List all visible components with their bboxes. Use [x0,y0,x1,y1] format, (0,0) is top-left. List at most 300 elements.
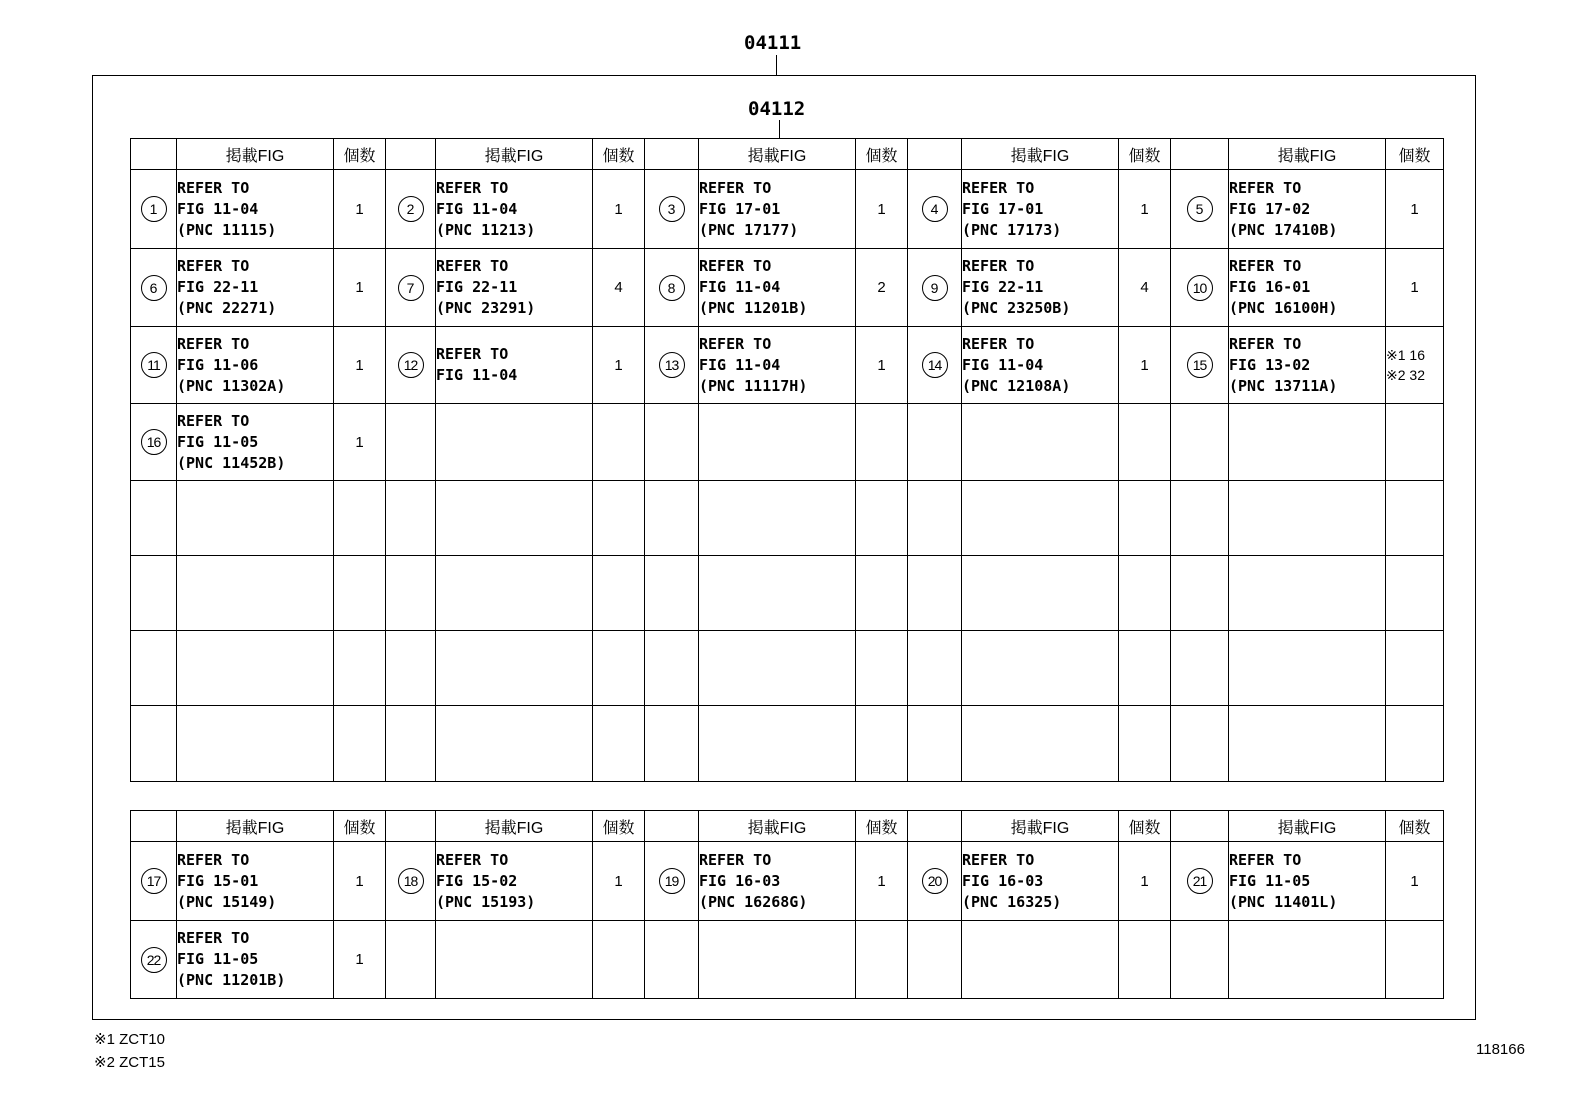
reference-cell [962,327,1119,404]
quantity-cell [334,249,386,327]
quantity-cell [856,706,908,782]
assembly-label-04112: 04112 [748,98,806,120]
quantity-cell [1119,481,1171,556]
reference-cell [699,170,856,249]
reference-cell [962,631,1119,706]
header-qty: 個数 [1386,139,1444,170]
reference-line: REFER TO [177,929,250,947]
item-number-cell [386,842,436,921]
item-number-cell [131,481,177,556]
reference-line: FIG 11-05 [177,432,259,451]
header-qty: 個数 [856,139,908,170]
header-fig: 掲載FIG [177,811,334,842]
item-number-cell [386,556,436,631]
item-number-cell [386,327,436,404]
item-number-cell [386,481,436,556]
reference-line: REFER TO [1229,334,1302,353]
quantity-cell [593,921,645,999]
quantity-value: 1 [614,872,623,890]
reference-line: (PNC 23291) [436,299,536,317]
quantity-cell [334,170,386,249]
header-empty-cell [131,811,177,842]
item-number-cell [645,556,699,631]
reference-cell [962,481,1119,556]
reference-cell [962,706,1119,782]
reference-cell [1229,327,1386,404]
quantity-cell [1119,706,1171,782]
reference-cell [1229,842,1386,921]
quantity-cell [1386,842,1444,921]
quantity-cell [1119,921,1171,999]
item-number-cell [908,404,962,481]
item-number-circle: 22 [141,947,167,973]
quantity-cell [1386,170,1444,249]
reference-line: FIG 17-01 [699,199,781,218]
table-row [131,631,1444,706]
item-number-cell [131,631,177,706]
item-number-cell [645,327,699,404]
reference-cell [177,327,334,404]
reference-line: REFER TO [177,850,250,869]
reference-line: REFER TO [1229,850,1302,869]
item-number-cell [1171,249,1229,327]
reference-cell [962,556,1119,631]
reference-line: (PNC 16100H) [1229,299,1338,317]
item-number-circle: 8 [659,275,685,301]
item-number-circle: 17 [141,868,167,894]
reference-line: REFER TO [699,334,772,353]
item-number-cell [131,921,177,999]
reference-cell [699,249,856,327]
reference-line: REFER TO [436,178,509,197]
header-empty-cell [386,139,436,170]
reference-cell [699,404,856,481]
quantity-cell [1386,404,1444,481]
item-number-cell [645,631,699,706]
reference-cell [962,249,1119,327]
item-number-circle: 20 [922,868,948,894]
reference-cell [962,404,1119,481]
header-empty-cell [908,139,962,170]
item-number-cell [1171,921,1229,999]
quantity-value: 1 [1140,872,1149,890]
reference-cell [177,706,334,782]
quantity-cell [334,481,386,556]
item-number-circle: 6 [141,275,167,301]
reference-line: (PNC 15193) [436,892,536,911]
reference-line: REFER TO [1229,257,1302,275]
header-qty: 個数 [334,139,386,170]
item-number-cell [1171,842,1229,921]
reference-cell [1229,706,1386,782]
reference-line: REFER TO [177,334,250,353]
quantity-value: 1 [1410,872,1419,890]
reference-line: (PNC 15149) [177,892,277,911]
reference-line: REFER TO [177,178,250,197]
quantity-value: 1 [355,433,364,451]
reference-line: (PNC 13711A) [1229,376,1338,395]
reference-line: (PNC 11452B) [177,453,286,472]
quantity-cell [1119,556,1171,631]
header-empty-cell [645,811,699,842]
reference-line: REFER TO [1229,178,1302,197]
quantity-variant: ※2 32 [1386,367,1425,383]
reference-line: FIG 15-01 [177,871,259,890]
quantity-cell [593,631,645,706]
header-qty: 個数 [1119,811,1171,842]
item-number-cell [908,921,962,999]
header-qty: 個数 [334,811,386,842]
item-number-circle: 3 [659,196,685,222]
quantity-cell [334,404,386,481]
reference-line: FIG 11-04 [699,355,781,374]
reference-cell [177,631,334,706]
reference-cell [436,327,593,404]
quantity-value: 1 [355,872,364,890]
quantity-cell [856,170,908,249]
quantity-value: 1 [355,356,364,374]
reference-line: FIG 17-02 [1229,199,1311,218]
table-header-row [131,139,1444,170]
reference-line: FIG 13-02 [1229,355,1311,374]
item-number-cell [386,170,436,249]
reference-cell [1229,404,1386,481]
quantity-cell [593,327,645,404]
quantity-cell [1119,249,1171,327]
quantity-cell [334,921,386,999]
quantity-value: 1 [877,356,886,374]
quantity-cell [856,921,908,999]
quantity-cell [1119,170,1171,249]
reference-line: (PNC 11401L) [1229,892,1338,911]
header-qty: 個数 [593,811,645,842]
reference-cell [699,921,856,999]
quantity-value: 1 [877,872,886,890]
table-row [131,249,1444,327]
reference-cell [177,249,334,327]
reference-line: FIG 16-03 [699,871,781,890]
reference-cell [177,842,334,921]
reference-line: FIG 11-05 [1229,871,1311,890]
header-fig: 掲載FIG [699,811,856,842]
header-empty-cell [131,139,177,170]
reference-line: (PNC 16325) [962,892,1062,911]
reference-cell [177,481,334,556]
reference-line: (PNC 22271) [177,299,277,317]
item-number-cell [131,556,177,631]
reference-line: (PNC 11201B) [699,299,808,317]
reference-line: FIG 22-11 [177,278,259,296]
reference-line: FIG 17-01 [962,199,1044,218]
header-empty-cell [645,139,699,170]
item-number-cell [131,327,177,404]
item-number-cell [131,170,177,249]
reference-cell [1229,921,1386,999]
footnote-2: ※2 ZCT15 [94,1054,165,1071]
table-row [131,481,1444,556]
quantity-cell [334,556,386,631]
quantity-cell [334,842,386,921]
reference-line: (PNC 17173) [962,220,1062,239]
footnote-1: ※1 ZCT10 [94,1031,165,1048]
quantity-value: 1 [355,279,364,296]
reference-line: FIG 15-02 [436,871,518,890]
assembly-label-04111: 04111 [744,32,802,54]
header-fig: 掲載FIG [436,811,593,842]
item-number-cell [1171,481,1229,556]
leader-line-04111 [776,55,777,75]
item-number-cell [1171,327,1229,404]
item-number-cell [1171,556,1229,631]
reference-line: REFER TO [962,850,1035,869]
reference-cell [436,556,593,631]
reference-cell [699,481,856,556]
header-empty-cell [908,811,962,842]
reference-cell [962,842,1119,921]
table-header-row [131,811,1444,842]
reference-line: (PNC 11302A) [177,376,286,395]
quantity-cell [593,842,645,921]
quantity-value: 2 [877,279,886,296]
item-number-cell [908,842,962,921]
reference-cell [699,556,856,631]
header-fig: 掲載FIG [1229,139,1386,170]
quantity-cell [1119,631,1171,706]
item-number-cell [1171,631,1229,706]
item-number-circle: 9 [922,275,948,301]
item-number-cell [645,170,699,249]
quantity-cell [1119,842,1171,921]
reference-cell [436,631,593,706]
reference-line: REFER TO [436,345,509,363]
quantity-cell [334,706,386,782]
quantity-value: 1 [1140,356,1149,374]
reference-line: FIG 11-05 [177,950,259,968]
item-number-cell [386,631,436,706]
quantity-cell [856,327,908,404]
quantity-cell [1386,706,1444,782]
item-number-circle: 18 [398,868,424,894]
reference-line: REFER TO [699,257,772,275]
header-qty: 個数 [1119,139,1171,170]
reference-line: REFER TO [699,850,772,869]
item-number-cell [386,404,436,481]
item-number-circle: 11 [141,352,167,378]
header-empty-cell [1171,811,1229,842]
item-number-cell [645,481,699,556]
quantity-value: 1 [1410,279,1419,296]
reference-line: FIG 16-01 [1229,278,1311,296]
reference-line: FIG 11-04 [699,278,781,296]
header-qty: 個数 [593,139,645,170]
reference-line: (PNC 11201B) [177,971,286,989]
item-number-cell [131,706,177,782]
item-number-circle: 7 [398,275,424,301]
table-row [131,327,1444,404]
reference-cell [699,327,856,404]
item-number-cell [908,556,962,631]
quantity-value: 1 [355,200,364,218]
reference-line: FIG 11-04 [177,199,259,218]
reference-line: REFER TO [962,257,1035,275]
quantity-cell [593,170,645,249]
quantity-cell [334,631,386,706]
table-row [131,706,1444,782]
drawing-number: 118166 [1476,1041,1525,1058]
reference-line: REFER TO [699,178,772,197]
item-number-circle: 13 [659,352,685,378]
reference-line: (PNC 11117H) [699,376,808,395]
quantity-cell [1386,481,1444,556]
item-number-circle: 16 [141,429,167,455]
item-number-circle: 5 [1187,196,1213,222]
item-number-circle: 2 [398,196,424,222]
parts-table-2 [130,810,1444,999]
reference-line: REFER TO [436,257,509,275]
reference-line: (PNC 17177) [699,220,799,239]
quantity-value: 1 [355,951,364,968]
header-fig: 掲載FIG [436,139,593,170]
header-empty-cell [386,811,436,842]
quantity-value: 4 [1140,279,1149,296]
reference-line: (PNC 16268G) [699,892,808,911]
reference-cell [1229,170,1386,249]
reference-cell [177,404,334,481]
reference-cell [436,249,593,327]
header-empty-cell [1171,139,1229,170]
item-number-cell [386,706,436,782]
reference-cell [436,481,593,556]
reference-line: (PNC 11115) [177,220,277,239]
reference-line: FIG 22-11 [962,278,1044,296]
item-number-cell [645,921,699,999]
quantity-cell [856,842,908,921]
quantity-cell [1386,631,1444,706]
reference-line: FIG 11-04 [436,199,518,218]
reference-line: FIG 11-04 [962,355,1044,374]
reference-cell [436,706,593,782]
reference-cell [436,170,593,249]
quantity-cell [856,481,908,556]
reference-cell [177,556,334,631]
reference-line: REFER TO [436,850,509,869]
quantity-cell [1386,921,1444,999]
quantity-value: 1 [614,200,623,218]
item-number-cell [131,404,177,481]
item-number-cell [645,706,699,782]
quantity-value: 4 [614,279,623,296]
header-fig: 掲載FIG [1229,811,1386,842]
item-number-cell [908,249,962,327]
reference-cell [962,170,1119,249]
item-number-cell [645,842,699,921]
table-row [131,842,1444,921]
quantity-value: 1 [614,356,623,374]
reference-line: FIG 22-11 [436,278,518,296]
reference-cell [177,921,334,999]
reference-line: (PNC 23250B) [962,299,1071,317]
reference-line: REFER TO [962,334,1035,353]
item-number-cell [908,327,962,404]
item-number-cell [1171,170,1229,249]
reference-cell [1229,631,1386,706]
item-number-circle: 10 [1187,275,1213,301]
table-row [131,404,1444,481]
item-number-circle: 4 [922,196,948,222]
quantity-cell [334,327,386,404]
reference-cell [1229,481,1386,556]
item-number-cell [908,481,962,556]
reference-line: FIG 11-06 [177,355,259,374]
item-number-cell [908,631,962,706]
quantity-cell [1119,327,1171,404]
item-number-cell [645,404,699,481]
leader-line-04112 [779,120,780,138]
item-number-circle: 12 [398,352,424,378]
header-fig: 掲載FIG [699,139,856,170]
item-number-cell [386,921,436,999]
reference-line: FIG 11-04 [436,366,518,384]
reference-line: FIG 16-03 [962,871,1044,890]
quantity-cell [593,556,645,631]
table-row [131,921,1444,999]
reference-cell [177,170,334,249]
quantity-cell [856,556,908,631]
item-number-cell [1171,404,1229,481]
quantity-cell [593,249,645,327]
reference-cell [699,706,856,782]
header-fig: 掲載FIG [962,139,1119,170]
reference-line: (PNC 17410B) [1229,220,1338,239]
header-fig: 掲載FIG [177,139,334,170]
reference-cell [436,404,593,481]
quantity-cell [856,404,908,481]
item-number-circle: 15 [1187,352,1213,378]
quantity-cell [593,404,645,481]
reference-cell [436,842,593,921]
item-number-cell [908,170,962,249]
item-number-cell [908,706,962,782]
header-qty: 個数 [856,811,908,842]
reference-cell [436,921,593,999]
item-number-cell [131,249,177,327]
quantity-cell [593,481,645,556]
reference-line: REFER TO [962,178,1035,197]
reference-cell [699,631,856,706]
item-number-circle: 1 [141,196,167,222]
item-number-circle: 19 [659,868,685,894]
quantity-value: 1 [877,200,886,218]
quantity-value: 1 [1140,200,1149,218]
quantity-cell [856,249,908,327]
reference-cell [1229,249,1386,327]
reference-line: REFER TO [177,411,250,430]
header-fig: 掲載FIG [962,811,1119,842]
item-number-cell [131,842,177,921]
reference-line: (PNC 12108A) [962,376,1071,395]
item-number-circle: 14 [922,352,948,378]
reference-line: (PNC 11213) [436,220,536,239]
item-number-cell [645,249,699,327]
item-number-circle: 21 [1187,868,1213,894]
reference-cell [1229,556,1386,631]
reference-cell [962,921,1119,999]
quantity-cell [1119,404,1171,481]
header-qty: 個数 [1386,811,1444,842]
quantity-cell [593,706,645,782]
reference-cell [699,842,856,921]
reference-line: REFER TO [177,257,250,275]
